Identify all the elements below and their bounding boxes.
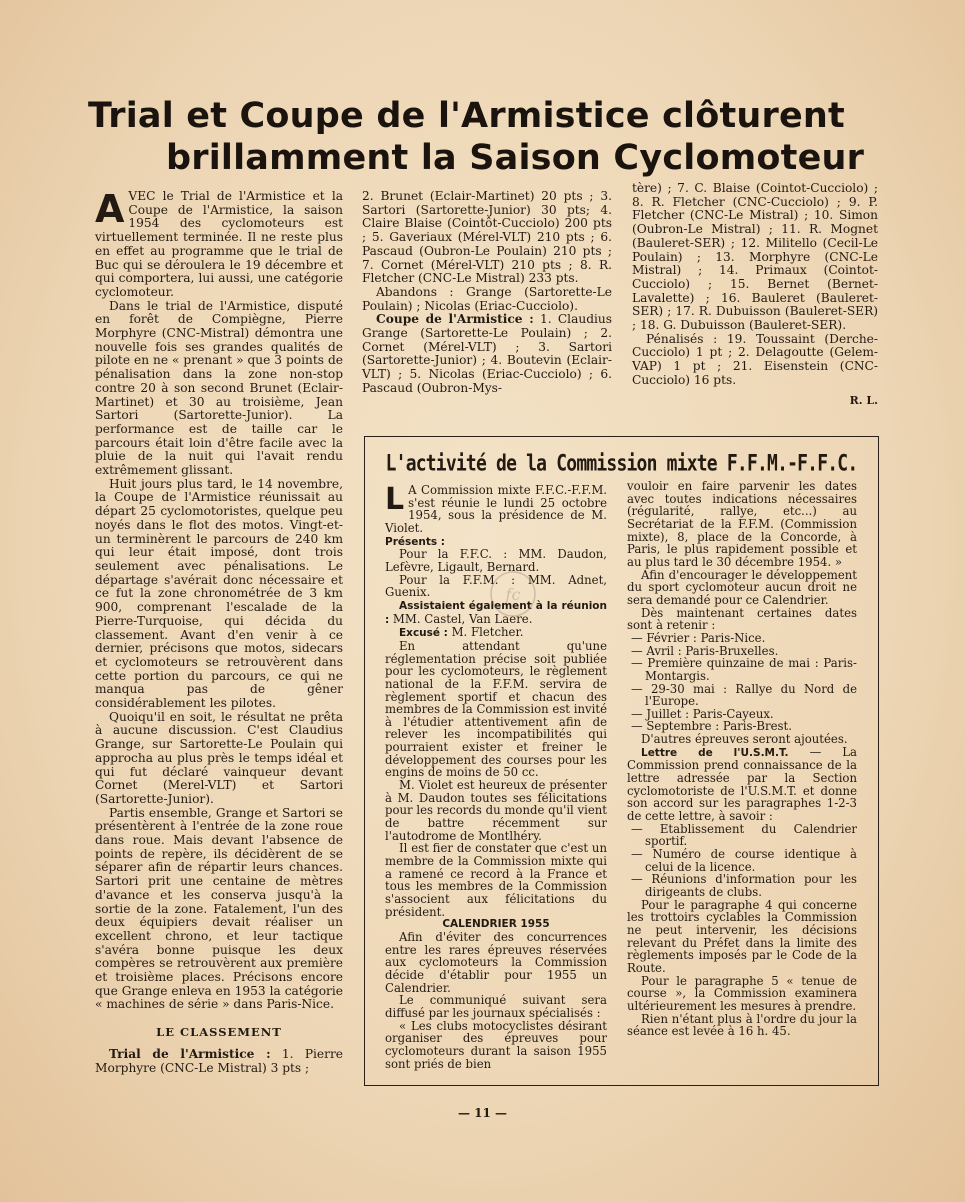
lettre-point: — Réunions d'information pour les dirigeants de clubs. — [631, 872, 857, 899]
box-paragraph: Pour le paragraphe 4 qui concerne les trottoirs cyclables la Commission ne peut intervenir, les décisions relevant du Préfet dans la limite des règlements imposés par le Code de la Route. — [627, 897, 857, 975]
box-paragraph: vouloir en faire parvenir les dates avec toutes indications nécessaires (régularité, rallye, etc...) au Secrétariat de la F.F.M. (Commission mixte), 8, place de la Concorde, à Paris, le plus rapidement possible et au plus tard le 30 décembre 1954. » — [627, 479, 857, 569]
date-item: — Avril : Paris-Bruxelles. — [631, 643, 779, 658]
signature: R. L. — [849, 393, 878, 407]
trial-label: Trial de l'Armistice : — [109, 1046, 271, 1061]
box-paragraph: « Les clubs motocyclistes désirant organiser des épreuves pour cyclomoteurs durant la saison 1955 sont priés de bien — [385, 1018, 607, 1071]
box-column-2 — [627, 480, 857, 1038]
coupe-label: Coupe de l'Armistice : — [376, 312, 534, 327]
lettre-point: — Numéro de course identique à celui de la licence. — [631, 847, 857, 874]
svg-text:fc: fc — [505, 585, 521, 604]
box-paragraph: Il est fier de constater que c'est un membre de la Commission mixte qui a ramené ce record à la France et tous les membres de la Commission s'associent aux félicitations du président. — [385, 841, 607, 919]
box-paragraph: Dès maintenant certaines dates sont à retenir : — [627, 605, 857, 633]
box-paragraph: Afin d'éviter des concurrences entre les rares épreuves réservées aux cyclomoteurs la Commission décide d'établir pour 1955 un Calendrier. — [385, 929, 607, 995]
article-column-1 — [95, 187, 343, 1075]
date-item: — 29-30 mai : Rallye du Nord de l'Europe. — [631, 681, 857, 709]
box-paragraph: Le communiqué suivant sera diffusé par les journaux spécialisés : — [385, 993, 607, 1020]
article-paragraph: Huit jours plus tard, le 14 novembre, la Coupe de l'Armistice réunissait au départ 25 cyclomotoristes, quelque peu noyés dans le flot des motos. Vingt-et-un terminèrent le parcours de 240 km qui leur était imposé, dont trois seulement avec pénalisations. Le départage s'avérait donc nécessaire et ce fut la zone chronométrée de 3 km 900, comprenant l'escalade de la Pierre-Turquoise, qui décida du classement. Avant d'en venir à ce dernier, précisons que motos, sidecars et cyclomoteurs se retrouvèrent dans cette portion du parcours, ce qui ne manqua pas de gêner considérablement les pilotes. — [95, 476, 343, 711]
page-number: — 11 — — [457, 1106, 508, 1120]
title-line-2: brillamment la Saison Cyclomoteur — [166, 138, 865, 178]
box-paragraph: D'autres épreuves seront ajoutées. — [641, 732, 848, 747]
date-item: — Première quinzaine de mai : Paris-Montargis. — [631, 656, 857, 683]
assistaient: Assistaient également à la réunion : MM. Castel, Van Laere. — [385, 599, 607, 626]
presents-ffc: Pour la F.F.C. : MM. Daudon, Lefèvre, Ligault, Bernard. — [385, 547, 607, 574]
article-column-3 — [632, 182, 878, 407]
excuse: Excusé : M. Fletcher. — [399, 625, 524, 640]
article-paragraph: Dans le trial de l'Armistice, disputé en forêt de Compiègne, Pierre Morphyre (CNC-Mistral) démontra une nouvelle fois ses grandes qualités de pilote en ne « prenant » que 3 points de pénalisation dans la zone non-stop contre 20 à son second Brunet (Eclair-Martinet) et 30 au troisième, Jean Sartori (Sartorette-Junior). La performance est de taille car le parcours était loin d'être facile avec la pluie de la nuit qui l'avait rendu extrêmement glissant. — [95, 298, 343, 478]
box-paragraph: Afin d'encourager le développement du sport cyclomoteur aucun droit ne sera demandé pour ce Calendrier. — [627, 567, 857, 607]
classement-heading: LE CLASSEMENT — [156, 1025, 282, 1040]
article-paragraph: Quoiqu'il en soit, le résultat ne prêta à aucune discussion. C'est Claudius Grange, sur Sartorette-Le Poulain qui approcha au plus près le temps idéal et qui fut déclaré vainqueur devant Cornet (Merel-VLT) et Sartori (Sartorette-Junior). — [95, 709, 343, 806]
coupe-results-cont: tère) ; 7. C. Blaise (Cointot-Cucciolo) ; 8. R. Fletcher (CNC-Cucciolo) ; 9. P. Fletcher (CNC-Le Mistral) ; 10. Simon (Oubron-Le Mistral) ; 11. R. Mognet (Bauleret-SER) ; 12. Militello (Cecil-Le Poulain) ; 13. Morphyre (CNC-Le Mistral) ; 14. Primaux (Cointot-Cucciolo) ; 15. Bernet (Bernet-Lavalette) ; 16. Bauleret (Bauleret-SER) ; 17. R. Dubuisson (Bauleret-SER) ; 18. G. Dubuisson (Bauleret-SER). — [632, 181, 878, 333]
calendrier-heading: CALENDRIER 1955 — [442, 918, 550, 931]
lettre-usmt: Lettre de l'U.S.M.T. — La Commission prend connaissance de la lettre adressée par la Section cyclomotoriste de l'U.S.M.T. et donne son accord sur les paragraphes 1-2-3 de cette lettre, à savoir : — [627, 744, 857, 824]
box-drop-cap: L — [385, 482, 405, 517]
article-title — [88, 95, 888, 179]
date-item: — Septembre : Paris-Brest. — [631, 719, 792, 734]
box-intro: L A Commission mixte F.F.C.-F.F.M. s'est réunie le lundi 25 octobre 1954, sous la présidence de M. Violet. — [385, 482, 607, 535]
article-column-2 — [362, 190, 612, 396]
date-item: — Février : Paris-Nice. — [631, 630, 766, 645]
coupe-results-start: Coupe de l'Armistice : 1. Claudius Grange (Sartorette-Le Poulain) ; 2. Cornet (Mérel-VLT) ; 3. Sartori (Sartorette-Junior) ; 4. Boutevin (Eclair-VLT) ; 5. Nicolas (Eriac-Cucciolo) ; 6. Pascaud (Oubron-Mys- — [362, 312, 612, 395]
commission-box — [364, 436, 879, 1086]
title-line-1: Trial et Coupe de l'Armistice clôturent — [88, 96, 845, 136]
stamp-watermark — [478, 566, 548, 622]
box-paragraph: M. Violet est heureux de présenter à M. Daudon toutes ses félicitations pour les records du monde qu'il vient de battre récemment sur l'autodrome de Montlhéry. — [385, 778, 607, 843]
article-paragraph: Partis ensemble, Grange et Sartori se présentèrent à l'entrée de la zone roue dans roue. Mais devant l'absence de points de repère, ils décidèrent de se séparer afin de répartir leurs chances. Sartori prit une centaine de mètres d'avance et les conserva jusqu'à la sortie de la zone. Fatalement, l'un des deux équipiers devait réaliser un excellent chrono, et leur tactique s'avéra bonne puisque les deux compères se retrouvèrent aux première et troisième places. Précisons encore que Grange enleva en 1953 la catégorie « machines de série » dans Paris-Nice. — [95, 805, 343, 1012]
trial-results-start: Trial de l'Armistice : 1. Pierre Morphyre (CNC-Le Mistral) 3 pts ; — [95, 1046, 343, 1075]
box-paragraph: Pour le paragraphe 5 « tenue de course », la Commission examinera ultérieurement les mesures à prendre. — [627, 973, 857, 1013]
penalises: Pénalisés : 19. Toussaint (Derche-Cucciolo) 1 pt ; 2. Delagoutte (Gelem-VAP) 1 pt ; 21. Eisenstein (CNC-Cucciolo) 16 pts. — [632, 331, 878, 387]
abandons: Abandons : Grange (Sartorette-Le Poulain) ; Nicolas (Eriac-Cucciolo). — [362, 284, 612, 313]
lettre-point: — Etablissement du Calendrier sportif. — [631, 821, 857, 849]
box-paragraph: Rien n'étant plus à l'ordre du jour la séance est levée à 16 h. 45. — [627, 1011, 857, 1039]
article-paragraph: AVEC le Trial de l'Armistice et la Coupe de l'Armistice, la saison 1954 des cyclomoteurs est virtuellement terminée. Il ne reste plus en effet au programme que le trial de Buc qui se déroulera le 19 décembre et qui comportera, lui aussi, une catégorie cyclomoteur. — [95, 187, 343, 299]
date-item: — Juillet : Paris-Cayeux. — [631, 706, 774, 721]
presents-ffm: Pour la F.F.M. : MM. Adnet, Guenix. — [385, 572, 607, 600]
box-paragraph: En attendant qu'une réglementation précise soit publiée pour les cyclomoteurs, le règlement national de la F.F.M. servira de règlement sportif et chacun des membres de la Commission est invité à l'étudier attentivement afin de relever les incompatibilités qui pourraient exister et freiner le développement des courses pour les engins de moins de 50 cc. — [385, 638, 607, 780]
box-title: L'activité de la Commission mixte F.F.M.-F.F.C. — [385, 450, 858, 477]
drop-cap: A — [95, 187, 125, 231]
presents-label: Présents : — [385, 535, 445, 548]
trial-results-cont: 2. Brunet (Eclair-Martinet) 20 pts ; 3. Sartori (Sartorette-Junior) 30 pts; 4. Claire Blaise (Cointôt-Cucciolo) 200 pts ; 5. Gaveriaux (Mérel-VLT) 210 pts ; 6. Pascaud (Oubron-Le Poulain) 210 pts ; 7. Cornet (Mérel-VLT) 210 pts ; 8. R. Fletcher (CNC-Le Mistral) 233 pts. — [362, 189, 612, 286]
